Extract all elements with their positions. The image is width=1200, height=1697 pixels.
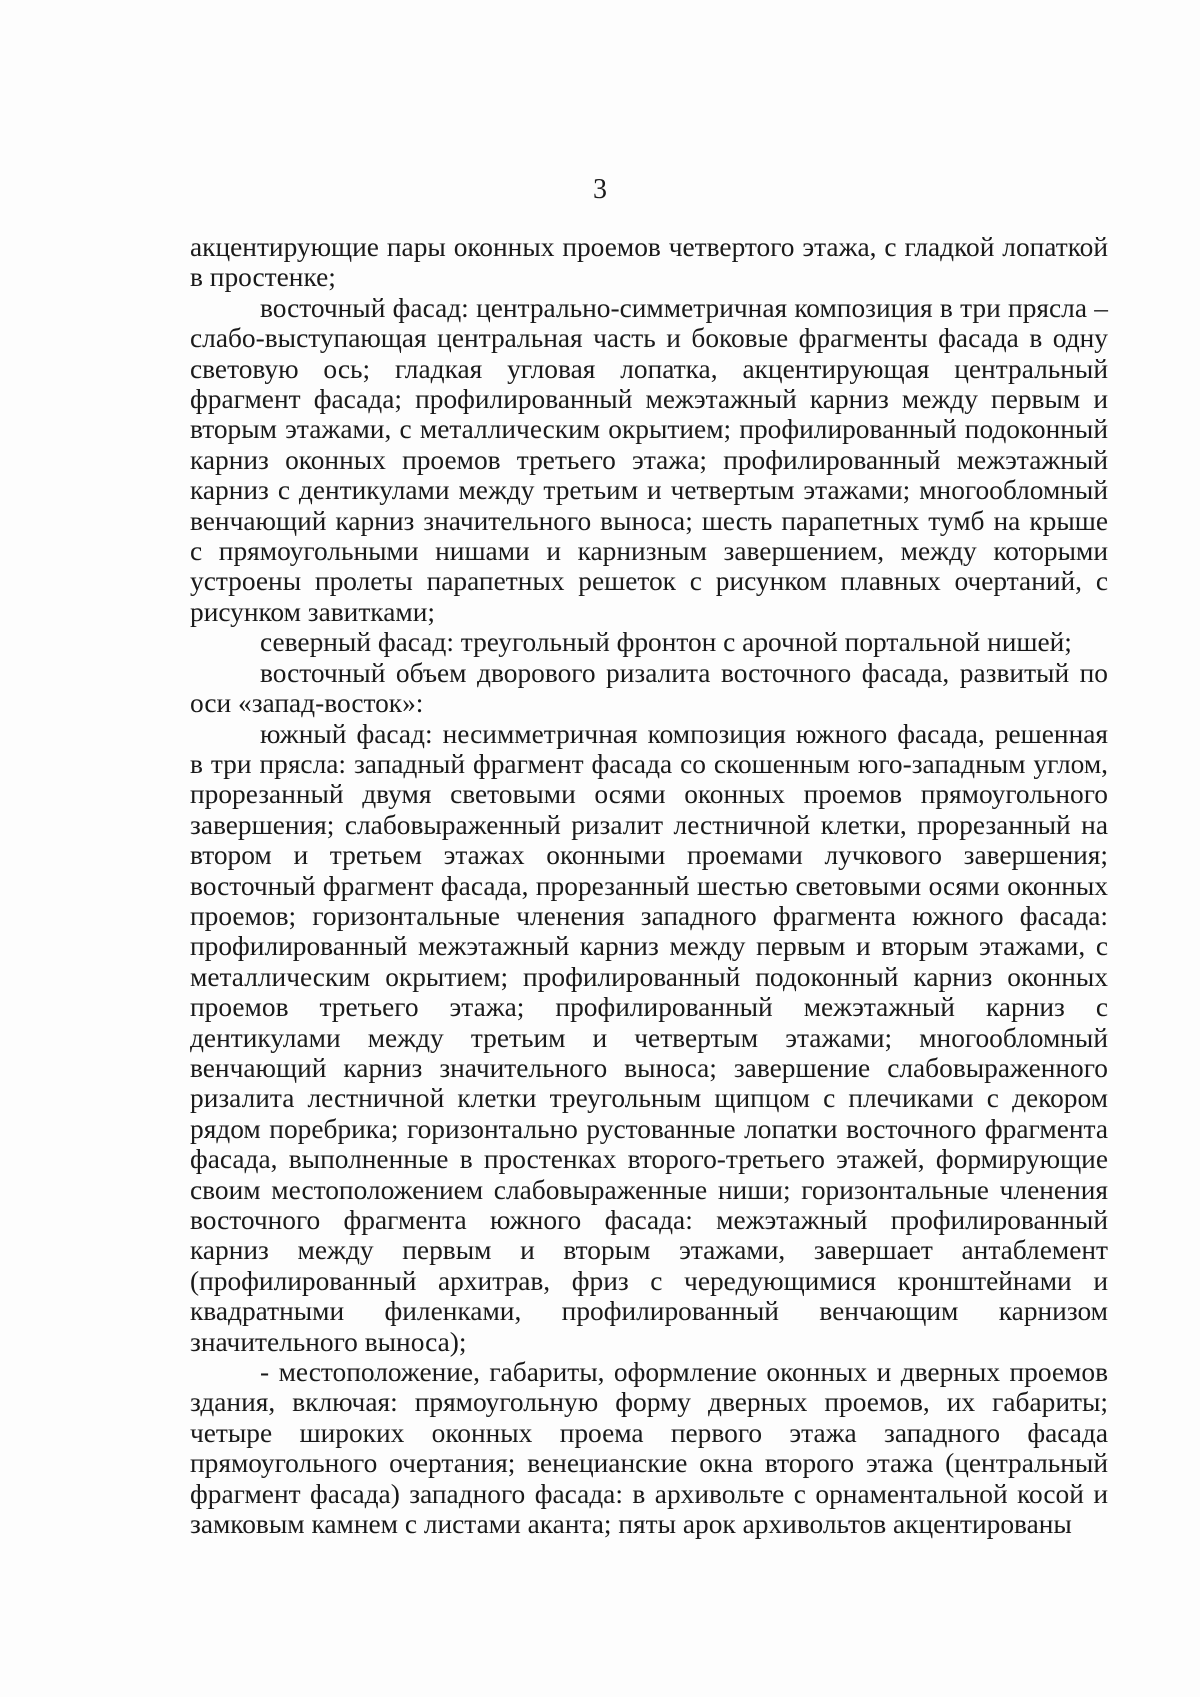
- document-body: [190, 232, 1108, 1539]
- paragraph-openings: - местоположение, габариты, оформление оконных и дверных проемов здания, включая: прямоугольную форму дверных проемов, их габариты; четыре широких оконных проема первого этажа западного фасада прямоугольного очертания; венецианские окна второго этажа (центральный фрагмент фасада) западного фасада: в архивольте с орнаментальной косой и замковым камнем с листами аканта; пяты арок архивольтов акцентированы: [190, 1357, 1108, 1540]
- paragraph-south-facade: южный фасад: несимметричная композиция южного фасада, решенная в три прясла: западный фрагмент фасада со скошенным юго-западным углом, прорезанный двумя световыми осями оконных проемов прямоугольного завершения; слабовыраженный ризалит лестничной клетки, прорезанный на втором и третьем этажах оконными проемами лучкового завершения; восточный фрагмент фасада, прорезанный шестью световыми осями оконных проемов; горизонтальные членения западного фрагмента южного фасада: профилированный межэтажный карниз между первым и вторым этажами, с металлическим окрытием; профилированный подоконный карниз оконных проемов третьего этажа; профилированный межэтажный карниз с дентикулами между третьим и четвертым этажами; многообломный венчающий карниз значительного выноса; завершение слабовыраженного ризалита лестничной клетки треугольным щипцом с плечиками с декором рядом поребрика; горизонтально рустованные лопатки восточного фрагмента фасада, выполненные в простенках второго-третьего этажей, формирующие своим местоположением слабовыраженные ниши; горизонтальные членения восточного фрагмента южного фасада: межэтажный профилированный карниз между первым и вторым этажами, завершает антаблемент (профилированный архитрав, фриз с чередующимися кронштейнами и квадратными филенками, профилированный венчающим карнизом значительного выноса);: [190, 718, 1108, 1357]
- page-number: 3: [593, 174, 607, 205]
- paragraph-east-facade: восточный фасад: центрально-симметричная композиция в три прясла – слабо-выступающая центральная часть и боковые фрагменты фасада в одну световую ось; гладкая угловая лопатка, акцентирующая центральный фрагмент фасада; профилированный межэтажный карниз между первым и вторым этажами, с металлическим окрытием; профилированный подоконный карниз оконных проемов третьего этажа; профилированный межэтажный карниз с дентикулами между третьим и четвертым этажами; многообломный венчающий карниз значительного выноса; шесть парапетных тумб на крыше с прямоугольными нишами и карнизным завершением, между которыми устроены пролеты парапетных решеток с рисунком плавных очертаний, с рисунком завитками;: [190, 292, 1108, 627]
- paragraph-north-facade: северный фасад: треугольный фронтон с арочной портальной нишей;: [260, 627, 1072, 658]
- paragraph-continuation: акцентирующие пары оконных проемов четвертого этажа, с гладкой лопаткой в простенке;: [190, 232, 1108, 293]
- paragraph-east-volume: восточный объем дворового ризалита восточного фасада, развитый по оси «запад-восток»:: [190, 657, 1108, 719]
